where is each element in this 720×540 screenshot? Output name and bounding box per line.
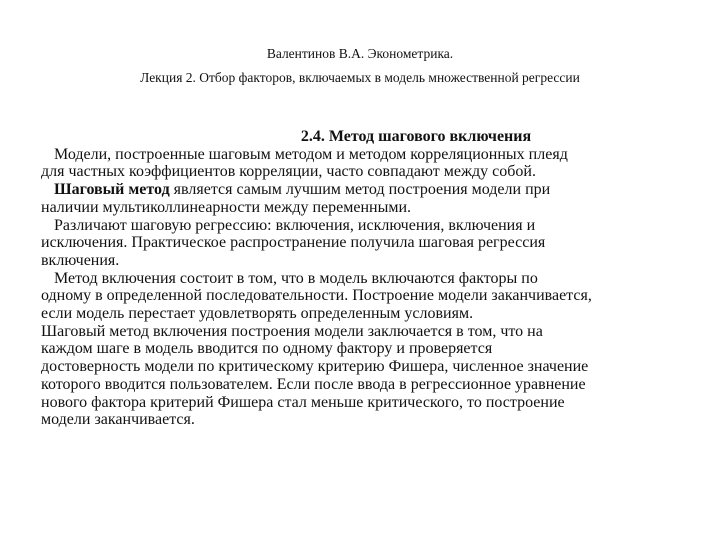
text-line-rest: является самым лучшим метод построения модели при: [169, 181, 551, 199]
text-line: включения.: [41, 251, 120, 269]
text-line: модели заканчивается.: [41, 411, 195, 429]
text-line: наличии мультиколлинеарности между переменными.: [41, 198, 412, 216]
lecture-title: Лекция 2. Отбор факторов, включаемых в модель множественной регрессии: [140, 70, 580, 85]
bold-term: Шаговый метод: [54, 181, 170, 199]
text-line: если модель перестает удовлетворять определенным условиям.: [41, 305, 474, 323]
text-line: нового фактора критерий Фишера стал меньше критического, то построение: [41, 393, 565, 411]
author-title: Валентинов В.А. Эконометрика.: [266, 46, 454, 61]
text-line: одному в определенной последовательности. Построение модели заканчивается,: [41, 287, 592, 305]
text-line: для частных коэффициентов корреляции, часто совпадают между собой.: [41, 163, 536, 181]
text-line: которого вводится пользователем. Если после ввода в регрессионное уравнение: [41, 375, 586, 393]
document-body: [41, 128, 701, 429]
section-title: 2.4. Метод шагового включения: [300, 128, 532, 145]
text-line: Различают шаговую регрессию: включения, исключения, включения и: [54, 216, 536, 234]
text-line: достоверность модели по критическому критерию Фишера, численное значение: [41, 358, 589, 376]
text-line: Шаговый метод включения построения модели заключается в том, что на: [41, 322, 543, 340]
text-line: Метод включения состоит в том, что в модель включаются факторы по: [54, 269, 538, 287]
text-line: Модели, построенные шаговым методом и методом корреляционных плеяд: [54, 145, 568, 163]
text-line: [41, 181, 701, 199]
text-line: каждом шаге в модель вводится по одному фактору и проверяется: [41, 340, 493, 358]
text-line: исключения. Практическое распространение получила шаговая регрессия: [41, 234, 546, 252]
